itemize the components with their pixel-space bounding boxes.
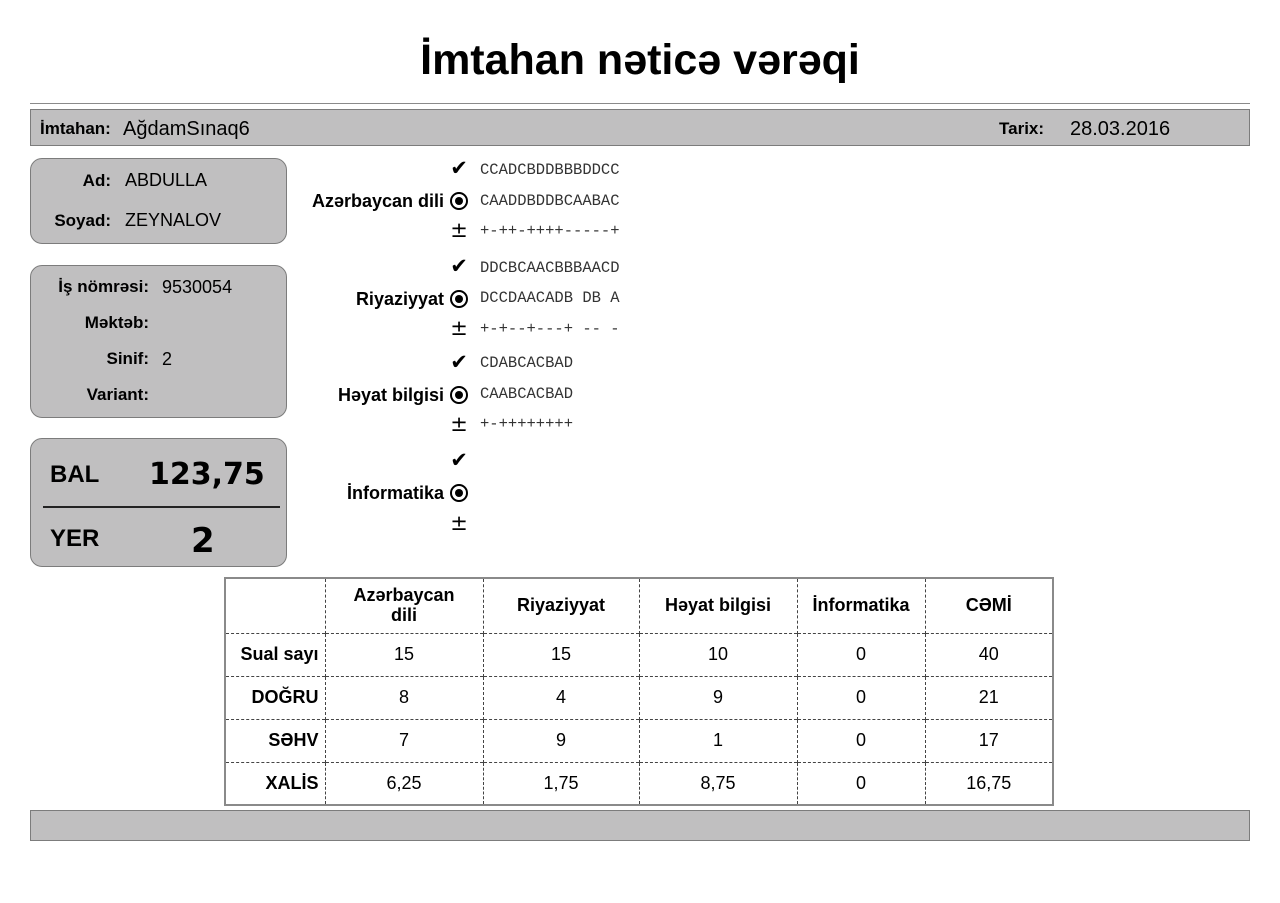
table-cell: 0: [797, 719, 925, 762]
student-answers: CAABCACBAD: [480, 385, 574, 403]
exam-name: AğdamSınaq6: [123, 118, 250, 140]
subject-name: Həyat bilgisi: [337, 385, 444, 405]
result-marks: +-+--+---+ -- -: [480, 320, 620, 338]
correct-key: DDCBCAACBBBAACD: [480, 259, 620, 277]
page-title: İmtahan nəticə vərəqi: [420, 36, 860, 84]
exam-label: İmtahan:: [40, 119, 111, 138]
plus-minus-icon: ±: [450, 412, 468, 436]
table-cell: 40: [925, 633, 1053, 676]
student-details-panel: [30, 265, 287, 418]
school-label: Məktəb:: [84, 313, 149, 332]
work-number-label: İş nömrəsi:: [58, 277, 149, 296]
table-cell: 1: [639, 719, 797, 762]
correct-key: CCADCBDDBBBDDCC: [480, 161, 620, 179]
check-icon: ✔: [450, 350, 468, 374]
table-cell: 0: [797, 762, 925, 805]
bal-value: 123,75: [149, 457, 265, 492]
table-cell: 15: [325, 633, 483, 676]
surname-label: Soyad:: [54, 211, 111, 230]
check-icon: ✔: [450, 448, 468, 472]
correct-key: CDABCACBAD: [480, 354, 574, 372]
exam-info-bar: [30, 109, 1250, 146]
table-cell: 10: [639, 633, 797, 676]
table-header-row: [225, 578, 1053, 633]
row-header: XALİS: [225, 762, 325, 805]
table-cell: 15: [483, 633, 639, 676]
table-cell: 8,75: [639, 762, 797, 805]
plus-minus-icon: ±: [450, 316, 468, 340]
table-cell: 0: [797, 676, 925, 719]
table-cell: 21: [925, 676, 1053, 719]
grade-label: Sinif:: [106, 349, 149, 368]
footer-bar: [30, 810, 1250, 841]
yer-label: YER: [50, 525, 100, 552]
column-header: Riyaziyyat: [483, 578, 639, 633]
column-header: CƏMİ: [925, 578, 1053, 633]
column-header: İnformatika: [797, 578, 925, 633]
student-answers: DCCDAACADB DB A: [480, 289, 620, 307]
row-header: DOĞRU: [225, 676, 325, 719]
row-header: SƏHV: [225, 719, 325, 762]
plus-minus-icon: ±: [450, 511, 468, 535]
student-name-panel: [30, 158, 287, 244]
column-header: [225, 578, 325, 633]
table-cell: 0: [797, 633, 925, 676]
column-header: Həyat bilgisi: [639, 578, 797, 633]
yer-value: 2: [191, 521, 215, 561]
work-number: 9530054: [162, 277, 233, 297]
radio-target-icon: [450, 484, 468, 502]
name-label: Ad:: [82, 171, 111, 190]
table-row: [225, 676, 1053, 719]
table-cell: 4: [483, 676, 639, 719]
grade-value: 2: [162, 349, 173, 369]
radio-target-icon: [450, 386, 468, 404]
table-row: [225, 719, 1053, 762]
result-marks: +-++++++++: [480, 415, 574, 433]
exam-date: 28.03.2016: [1070, 118, 1171, 140]
table-cell: 9: [639, 676, 797, 719]
column-header: Azərbaycan dili: [325, 578, 483, 633]
student-answers: CAADDBDDBCAABAC: [480, 192, 620, 210]
results-table: [224, 577, 1054, 806]
table-cell: 8: [325, 676, 483, 719]
result-marks: +-++-++++-----+: [480, 222, 620, 240]
row-header: Sual sayı: [225, 633, 325, 676]
table-cell: 16,75: [925, 762, 1053, 805]
subject-name: İnformatika: [346, 483, 444, 503]
date-label: Tarix:: [999, 119, 1045, 138]
variant-label: Variant:: [86, 385, 149, 404]
table-cell: 17: [925, 719, 1053, 762]
table-cell: 1,75: [483, 762, 639, 805]
student-surname: ZEYNALOV: [125, 210, 222, 230]
table-cell: 7: [325, 719, 483, 762]
bal-label: BAL: [50, 461, 100, 488]
score-panel: [30, 438, 287, 567]
table-cell: 9: [483, 719, 639, 762]
title-divider: [30, 103, 1250, 104]
subject-name: Riyaziyyat: [355, 289, 444, 309]
student-name: ABDULLA: [125, 170, 208, 190]
table-cell: 6,25: [325, 762, 483, 805]
check-icon: ✔: [450, 254, 468, 278]
table-row: [225, 762, 1053, 805]
radio-target-icon: [450, 192, 468, 210]
subject-name: Azərbaycan dili: [311, 191, 444, 211]
radio-target-icon: [450, 290, 468, 308]
plus-minus-icon: ±: [450, 218, 468, 242]
score-divider: [43, 506, 280, 508]
table-row: [225, 633, 1053, 676]
check-icon: ✔: [450, 156, 468, 180]
